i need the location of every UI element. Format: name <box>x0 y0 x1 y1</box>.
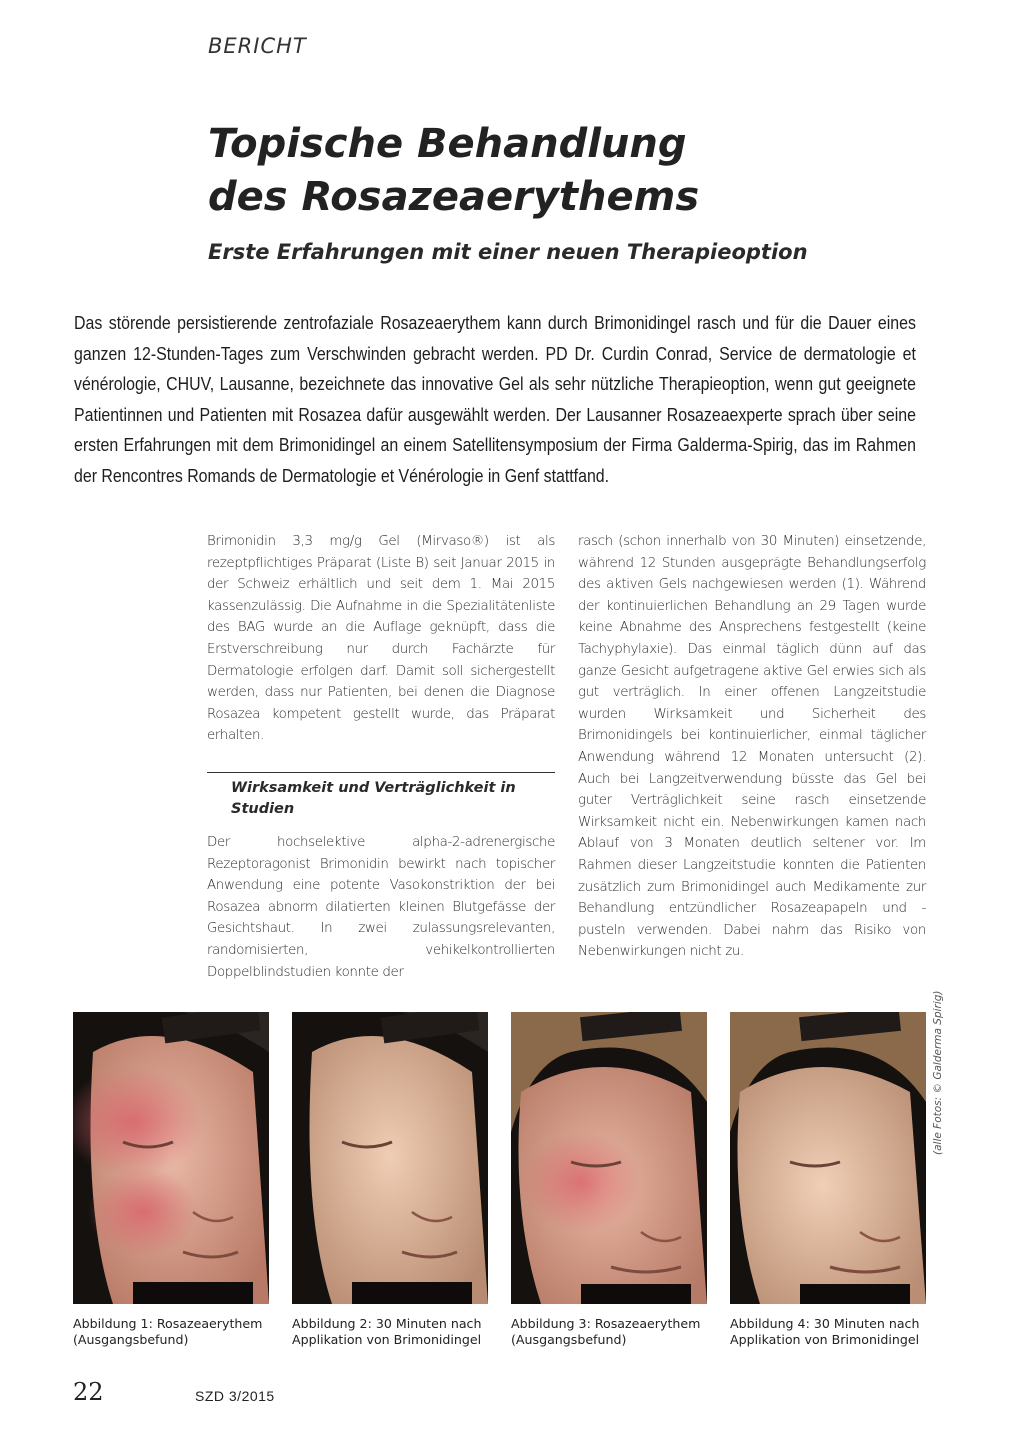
figure-1-caption <box>73 1316 283 1348</box>
figure-2-photo <box>292 1012 488 1304</box>
figure-2-caption <box>292 1316 502 1348</box>
body-paragraph: Brimonidin 3,3 mg/g Gel (Mirvaso®) ist als rezeptpflichtiges Präparat (Liste B) seit Januar 2015 in der Schweiz erhältlich und seit dem 1. Mai 2015 kassenzulässig. Die Aufnahme in die Spezialitätenliste des BAG wurde an die Auflage geknüpft, dass die Erstverschreibung nur durch Fachärzte für Dermatologie erfolgen darf. Damit soll sichergestellt werden, dass nur Patienten, bei denen die Diagnose Rosazea kompetent gestellt wurde, das Präparat erhalten. <box>207 534 555 744</box>
title-line-1: Topische Behandlung <box>208 121 687 167</box>
article-subtitle: Erste Erfahrungen mit einer neuen Therapieoption <box>208 240 808 264</box>
section-subheading: Wirksamkeit und Verträglichkeit in Studien <box>231 780 516 817</box>
body-column-right <box>578 531 926 963</box>
face-photo-2 <box>292 1012 488 1304</box>
body-paragraph: rasch (schon innerhalb von 30 Minuten) einsetzende, während 12 Stunden ausgeprägte Behandlungserfolg des aktiven Gels nachgewiesen werden (1). Während der kontinuierlichen Behandlung an 29 Tagen wurde keine Abnahme des Ansprechens festgestellt (keine Tachyphylaxie). Das einmal täglich dünn auf das ganze Gesicht aufgetragene aktive Gel erwies sich als gut verträglich. In einer offenen Langzeitstudie wurden Wirksamkeit und Sicherheit des Brimonidingels bei kontinuierlicher, einmal täglicher Anwendung während 12 Monaten untersucht (2). Auch bei Langzeitverwendung büsste das Gel bei guter Verträglichkeit seine rasch einsetzende Wirksamkeit nicht ein. Nebenwirkungen kamen nach Ablauf von 3 Monaten deutlich seltener vor. Im Rahmen dieser Langzeitstudie konnten die Patienten zusätzlich zum Brimonidingel auch Medikamente zur Behandlung entzündlicher Rosazeapapeln und -pusteln verwenden. Dabei nahm das Risiko von Nebenwirkungen nicht zu. <box>578 534 926 960</box>
body-column-left-top <box>207 531 555 747</box>
body-paragraph: Der hochselektive alpha-2-adrenergische Rezeptoragonist Brimonidin bewirkt nach topischer Anwendung eine potente Vasokonstriktion der bei Rosazea abnorm dilatierten kleinen Blutgefässe der Gesichtshaut. In zwei zulassungsrelevanten, randomisierten, vehikelkontrollierten Doppelblindstudien konnte der <box>207 835 555 980</box>
figure-1-photo <box>73 1012 269 1304</box>
caption-line-1: Abbildung 1: Rosazeaerythem <box>73 1316 263 1331</box>
caption-line-1: Abbildung 4: 30 Minuten nach <box>730 1316 920 1331</box>
figure-4-photo <box>730 1012 926 1304</box>
figure-4-caption <box>730 1316 940 1348</box>
lead-paragraph: Das störende persistierende zentrofaziale Rosazeaerythem kann durch Brimonidingel rasch und für die Dauer eines ganzen 12-Stunden-Tages zum Verschwinden gebracht werden. PD Dr. Curdin Conrad, Service de dermatologie et vénérologie, CHUV, Lausanne, bezeichnete das innovative Gel als sehr nützliche Therapieoption, wenn gut geeignete Patientinnen und Patienten mit Rosazea dafür ausgewählt werden. Der Lausanner Rosazeaexperte sprach über seine ersten Erfahrungen mit dem Brimonidingel an einem Satellitensymposium der Firma Galderma-Spirig, das im Rahmen der Rencontres Romands de Dermatologie et Vénérologie in Genf stattfand. <box>74 312 916 486</box>
page-number: 22 <box>73 1378 104 1406</box>
caption-line-2: (Ausgangsbefund) <box>73 1332 189 1347</box>
caption-line-2: (Ausgangsbefund) <box>511 1332 627 1347</box>
caption-line-1: Abbildung 2: 30 Minuten nach <box>292 1316 482 1331</box>
section-label: BERICHT <box>208 34 307 58</box>
article-title <box>208 118 908 224</box>
figure-3-caption <box>511 1316 721 1348</box>
caption-line-2: Applikation von Brimonidingel <box>292 1332 482 1347</box>
face-photo-4 <box>730 1012 926 1304</box>
caption-line-1: Abbildung 3: Rosazeaerythem <box>511 1316 701 1331</box>
face-photo-1 <box>73 1012 269 1304</box>
subheading-rule <box>207 772 555 773</box>
face-photo-3 <box>511 1012 707 1304</box>
photo-credit: (alle Fotos: © Galderma Spirig) <box>932 990 944 1155</box>
body-column-left-bottom <box>207 832 555 983</box>
caption-line-2: Applikation von Brimonidingel <box>730 1332 920 1347</box>
journal-issue: SZD 3/2015 <box>195 1388 275 1404</box>
figure-3-photo <box>511 1012 707 1304</box>
title-line-2: des Rosazeaerythems <box>208 174 700 220</box>
